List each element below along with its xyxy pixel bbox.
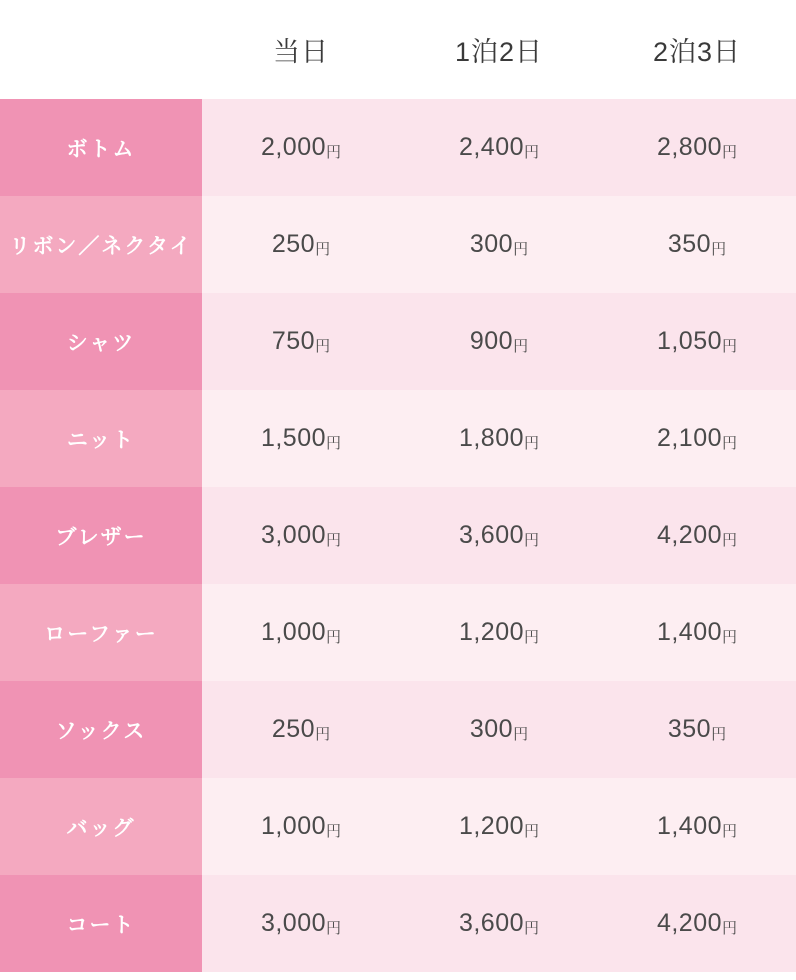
table-row [0,875,796,972]
currency-suffix: 円 [722,435,738,452]
table-header-row [0,0,796,99]
currency-suffix: 円 [326,629,342,646]
currency-suffix: 円 [711,726,727,743]
header-col-2: 1泊2日 [400,0,598,99]
currency-suffix: 円 [524,920,540,937]
table-row [0,778,796,875]
header-col-3: 2泊3日 [598,0,796,99]
price-value: 300 [469,715,514,743]
price-cell [202,293,400,390]
price-value: 2,000 [260,133,327,161]
price-cell [400,778,598,875]
price-value: 1,050 [656,327,723,355]
price-value: 1,400 [656,618,723,646]
currency-suffix: 円 [711,241,727,258]
table-row [0,390,796,487]
price-value: 250 [271,230,316,258]
price-cell [202,875,400,972]
price-value: 1,000 [260,812,327,840]
price-value: 4,200 [656,909,723,937]
row-item-label: シャツ [0,293,202,390]
price-cell [400,487,598,584]
row-item-label: コート [0,875,202,972]
price-cell [202,487,400,584]
price-value: 3,600 [458,909,525,937]
price-cell [202,196,400,293]
currency-suffix: 円 [524,629,540,646]
price-value: 3,000 [260,521,327,549]
price-cell [598,487,796,584]
price-cell [598,778,796,875]
row-item-label: ソックス [0,681,202,778]
table-row [0,487,796,584]
price-value: 2,100 [656,424,723,452]
price-cell [598,293,796,390]
price-value: 350 [667,230,712,258]
table-row [0,681,796,778]
currency-suffix: 円 [524,532,540,549]
price-value: 350 [667,715,712,743]
price-value: 1,000 [260,618,327,646]
price-cell [400,99,598,196]
currency-suffix: 円 [326,920,342,937]
currency-suffix: 円 [722,920,738,937]
price-value: 1,200 [458,618,525,646]
table-row [0,584,796,681]
price-cell [400,293,598,390]
currency-suffix: 円 [315,726,331,743]
currency-suffix: 円 [722,823,738,840]
table-row [0,196,796,293]
price-value: 2,800 [656,133,723,161]
price-cell [202,99,400,196]
price-cell [400,681,598,778]
price-cell [598,99,796,196]
price-cell [598,584,796,681]
currency-suffix: 円 [326,435,342,452]
price-cell [400,390,598,487]
currency-suffix: 円 [722,629,738,646]
currency-suffix: 円 [513,241,529,258]
price-cell [598,390,796,487]
currency-suffix: 円 [524,823,540,840]
price-value: 1,500 [260,424,327,452]
row-item-label: ブレザー [0,487,202,584]
currency-suffix: 円 [326,823,342,840]
currency-suffix: 円 [722,144,738,161]
row-item-label: ローファー [0,584,202,681]
header-col-1: 当日 [202,0,400,99]
row-item-label: ボトム [0,99,202,196]
price-cell [400,584,598,681]
currency-suffix: 円 [315,338,331,355]
header-corner-cell [0,0,202,99]
price-cell [202,681,400,778]
row-item-label: ニット [0,390,202,487]
row-item-label: リボン／ネクタイ [0,196,202,293]
price-value: 2,400 [458,133,525,161]
currency-suffix: 円 [722,532,738,549]
price-cell [202,778,400,875]
currency-suffix: 円 [524,144,540,161]
price-cell [598,681,796,778]
price-value: 3,000 [260,909,327,937]
price-value: 900 [469,327,514,355]
price-value: 1,800 [458,424,525,452]
price-cell [598,875,796,972]
currency-suffix: 円 [315,241,331,258]
price-value: 3,600 [458,521,525,549]
currency-suffix: 円 [513,338,529,355]
currency-suffix: 円 [524,435,540,452]
currency-suffix: 円 [326,532,342,549]
price-cell [202,390,400,487]
currency-suffix: 円 [326,144,342,161]
price-value: 1,400 [656,812,723,840]
price-value: 4,200 [656,521,723,549]
table-body [0,99,796,972]
price-cell [202,584,400,681]
price-cell [400,196,598,293]
price-value: 1,200 [458,812,525,840]
price-cell [598,196,796,293]
currency-suffix: 円 [513,726,529,743]
price-value: 750 [271,327,316,355]
price-value: 250 [271,715,316,743]
price-cell [400,875,598,972]
row-item-label: バッグ [0,778,202,875]
table-row [0,99,796,196]
currency-suffix: 円 [722,338,738,355]
price-value: 300 [469,230,514,258]
table-row [0,293,796,390]
